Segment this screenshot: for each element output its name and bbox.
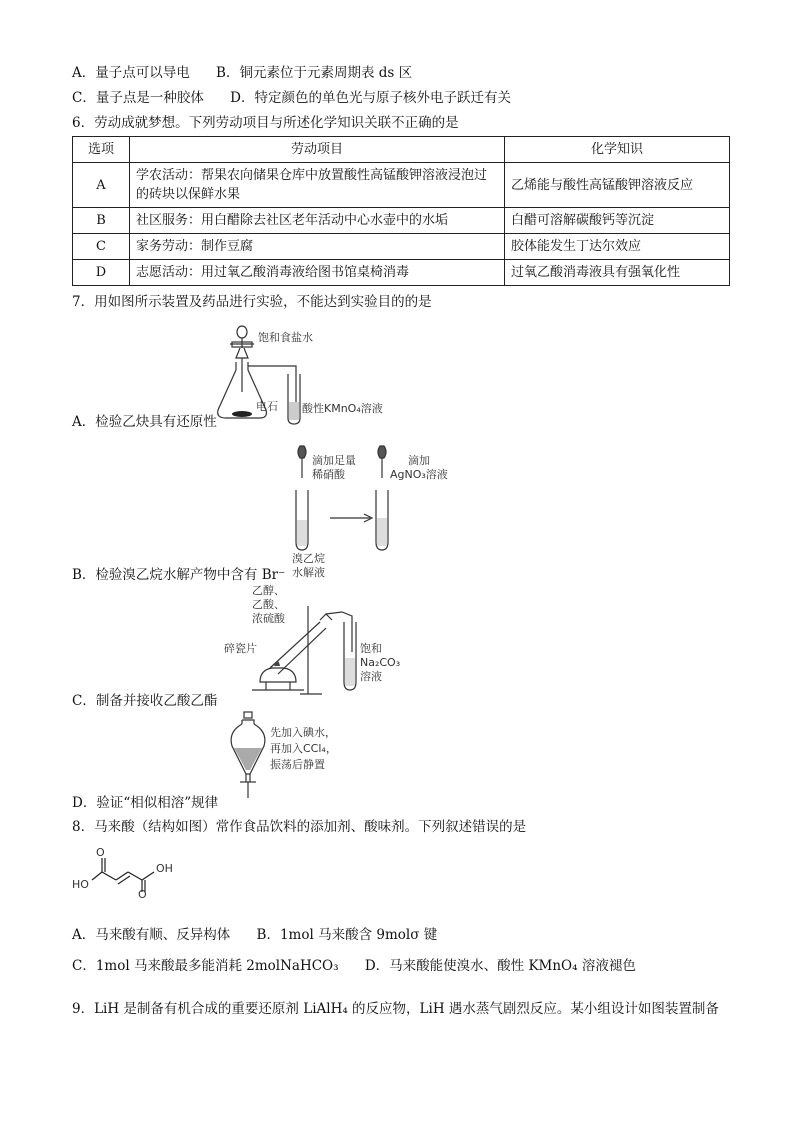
- fig-d-l1: 先加入碘水，: [270, 726, 336, 739]
- table-cell-option: B: [73, 208, 130, 234]
- struct-oh-left: HO: [72, 878, 89, 891]
- table-header-option: 选项: [73, 137, 130, 163]
- fig-b-drop1-l2: 稀硝酸: [312, 468, 345, 481]
- q7-option-b: B．检验溴乙烷水解产物中含有 Br⁻: [72, 567, 286, 583]
- q6-table: [72, 136, 730, 286]
- fig-b-drop2-l1: 滴加: [408, 454, 430, 467]
- calcium-carbide-icon: [232, 411, 252, 417]
- struct-oh-right: OH: [156, 862, 173, 875]
- q5-options-row1: [72, 64, 412, 82]
- fig-c-sat-2: Na₂CO₃: [360, 656, 401, 669]
- table-cell-item: 学农活动：帮果农向储果仓库中放置酸性高锰酸钾溶液浸泡过的砖块以保鲜水果: [130, 163, 505, 208]
- table-cell-knowledge: 过氧乙酸消毒液具有强氧化性: [505, 260, 730, 286]
- fig-d-l3: 振荡后静置: [270, 758, 325, 771]
- q5-options-row2: [72, 89, 511, 107]
- fig-a-solid-label: 电石: [256, 400, 278, 413]
- fig-c-reagent-1: 乙醇、: [252, 584, 285, 597]
- q8-option-b: B．1mol 马来酸含 9molσ 键: [256, 927, 438, 943]
- q5-option-d: D．特定颜色的单色光与原子核外电子跃迁有关: [230, 90, 511, 106]
- table-header-item: 劳动项目: [130, 137, 505, 163]
- q5-option-b: B．铜元素位于元素周期表 ds 区: [216, 65, 413, 81]
- table-cell-item: 志愿活动：用过氧乙酸消毒液给图书馆桌椅消毒: [130, 260, 505, 286]
- q9-stem: 9．LiH 是制备有机合成的重要还原剂 LiAlH₄ 的反应物，LiH 遇水蒸气剧烈反应。某小组设计如图装置制备: [72, 1001, 719, 1017]
- table-row: [73, 260, 730, 286]
- table-cell-option: A: [73, 163, 130, 208]
- q7-option-a: A．检验乙炔具有还原性: [72, 414, 217, 430]
- fig-c-reagent-3: 浓硫酸: [252, 612, 285, 625]
- table-cell-item: 家务劳动：制作豆腐: [130, 234, 505, 260]
- figure-ethyl-acetate-apparatus: [222, 582, 401, 700]
- table-header-row: [73, 137, 730, 163]
- struct-o-right: O: [138, 888, 147, 901]
- q8-stem: 8．马来酸（结构如图）常作食品饮料的添加剂、酸味剂。下列叙述错误的是: [72, 819, 527, 835]
- figure-separatory-funnel: [224, 710, 354, 802]
- q8-options-row1: [72, 926, 437, 944]
- struct-o-left: O: [96, 846, 105, 859]
- table-cell-knowledge: 乙烯能与酸性高锰酸钾溶液反应: [505, 163, 730, 208]
- table-cell-option: D: [73, 260, 130, 286]
- fig-a-top-label: 饱和食盐水: [258, 331, 313, 344]
- table-header-knowledge: 化学知识: [505, 137, 730, 163]
- table-cell-knowledge: 白醋可溶解碳酸钙等沉淀: [505, 208, 730, 234]
- table-cell-knowledge: 胶体能发生丁达尔效应: [505, 234, 730, 260]
- fig-b-drop2-l2: AgNO₃溶液: [390, 468, 448, 481]
- fig-b-tube-l1: 溴乙烷: [292, 552, 325, 565]
- fig-c-reagent-2: 乙酸、: [252, 598, 285, 611]
- fig-b-drop1-l1: 滴加足量: [312, 454, 356, 467]
- q5-option-c: C．量子点是一种胶体: [72, 90, 204, 106]
- table-row: [73, 234, 730, 260]
- table-row: [73, 163, 730, 208]
- q8-option-d: D．马来酸能使溴水、酸性 KMnO₄ 溶液褪色: [364, 958, 636, 974]
- fig-c-sat-1: 饱和: [360, 642, 382, 655]
- q7-option-d: D．验证“相似相溶”规律: [72, 795, 219, 811]
- figure-acetylene-apparatus: [212, 322, 412, 430]
- fig-d-l2: 再加入CCl₄，: [270, 742, 337, 755]
- maleic-acid-structure: [70, 844, 180, 901]
- table-row: [73, 208, 730, 234]
- q8-options-row2: [72, 957, 636, 975]
- table-cell-item: 社区服务：用白醋除去社区老年活动中心水壶中的水垢: [130, 208, 505, 234]
- table-cell-option: C: [73, 234, 130, 260]
- q7-stem: 7．用如图所示装置及药品进行实验，不能达到实验目的的是: [72, 294, 432, 310]
- fig-c-chips-label: 碎瓷片: [224, 642, 257, 655]
- q7-option-c: C．制备并接收乙酸乙酯: [72, 693, 218, 709]
- fig-a-tube-label: 酸性KMnO₄溶液: [302, 402, 383, 415]
- fig-c-sat-3: 溶液: [360, 670, 382, 683]
- fig-b-tube-l2: 水解液: [292, 566, 325, 579]
- q8-option-c: C．1mol 马来酸最多能消耗 2molNaHCO₃: [72, 958, 339, 974]
- q5-option-a: A．量子点可以导电: [72, 65, 190, 81]
- figure-bromide-test: [286, 442, 456, 582]
- q6-stem: 6．劳动成就梦想。下列劳动项目与所述化学知识关联不正确的是: [72, 115, 459, 131]
- q8-option-a: A．马来酸有顺、反异构体: [72, 927, 231, 943]
